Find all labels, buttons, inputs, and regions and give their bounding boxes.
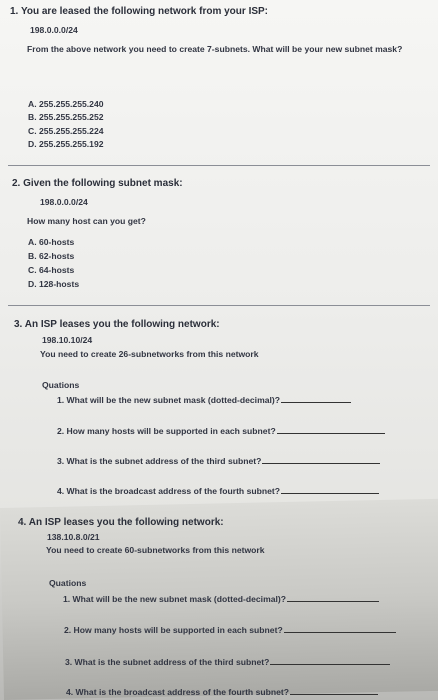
section-divider bbox=[8, 165, 430, 166]
question-3-item-4 bbox=[57, 484, 379, 497]
answer-blank[interactable] bbox=[281, 393, 351, 403]
question-2-option-d: D. 128-hosts bbox=[28, 279, 80, 289]
section-divider bbox=[8, 305, 430, 306]
question-4-item-3-text: 3. What is the subnet address of the third subnet? bbox=[65, 657, 270, 667]
question-3-item-1-text: 1. What will be the new subnet mask (dotted-decimal)? bbox=[57, 395, 280, 405]
question-4-item-1 bbox=[63, 592, 379, 605]
question-1-option-a: A. 255.255.255.240 bbox=[28, 99, 104, 109]
question-3-item-3-text: 3. What is the subnet address of the third subnet? bbox=[57, 456, 262, 466]
question-2-prompt: How many host can you get? bbox=[27, 216, 146, 226]
question-3-item-3 bbox=[57, 454, 380, 467]
question-1-option-d: D. 255.255.255.192 bbox=[28, 139, 104, 149]
question-2-title: 2. Given the following subnet mask: bbox=[12, 178, 183, 189]
question-1-title: 1. You are leased the following network from your ISP: bbox=[10, 6, 269, 17]
question-4-item-4 bbox=[66, 685, 378, 698]
answer-blank[interactable] bbox=[287, 592, 379, 602]
question-4-quations-label: Quations bbox=[49, 578, 87, 588]
answer-blank[interactable] bbox=[277, 424, 385, 434]
question-4-title: 4. An ISP leases you the following network: bbox=[18, 517, 224, 528]
question-1-option-b: B. 255.255.255.252 bbox=[28, 112, 104, 122]
question-4-item-2 bbox=[64, 623, 396, 636]
question-4-item-2-text: 2. How many hosts will be supported in each subnet? bbox=[64, 625, 283, 635]
question-2-option-c: C. 64-hosts bbox=[28, 265, 75, 275]
question-2-network: 198.0.0.0/24 bbox=[40, 197, 88, 207]
question-3-network: 198.10.10/24 bbox=[42, 335, 93, 345]
answer-blank[interactable] bbox=[281, 484, 379, 494]
question-3-item-2 bbox=[57, 424, 385, 437]
answer-blank[interactable] bbox=[262, 454, 380, 464]
question-1-option-c: C. 255.255.255.224 bbox=[28, 126, 104, 136]
answer-blank[interactable] bbox=[284, 623, 396, 633]
question-2-option-b: B. 62-hosts bbox=[28, 251, 75, 261]
question-3-item-2-text: 2. How many hosts will be supported in each subnet? bbox=[57, 426, 276, 436]
question-3-item-4-text: 4. What is the broadcast address of the fourth subnet? bbox=[57, 486, 280, 496]
question-3-item-1 bbox=[57, 393, 351, 406]
question-1-network: 198.0.0.0/24 bbox=[30, 25, 78, 35]
question-3-quations-label: Quations bbox=[42, 380, 80, 390]
question-2-option-a: A. 60-hosts bbox=[28, 237, 75, 247]
answer-blank[interactable] bbox=[270, 655, 390, 665]
question-3-title: 3. An ISP leases you the following network: bbox=[14, 319, 220, 330]
question-4-item-3 bbox=[65, 655, 390, 668]
question-4-prompt: You need to create 60-subnetworks from this network bbox=[46, 545, 265, 555]
question-4-network: 138.10.8.0/21 bbox=[47, 532, 100, 542]
question-1-prompt: From the above network you need to create 7-subnets. What will be your new subnet mask? bbox=[27, 44, 403, 54]
question-4-item-4-text: 4. What is the broadcast address of the fourth subnet? bbox=[66, 687, 289, 697]
question-3-prompt: You need to create 26-subnetworks from this network bbox=[40, 349, 259, 359]
answer-blank[interactable] bbox=[290, 685, 378, 695]
question-4-item-1-text: 1. What will be the new subnet mask (dotted-decimal)? bbox=[63, 594, 286, 604]
